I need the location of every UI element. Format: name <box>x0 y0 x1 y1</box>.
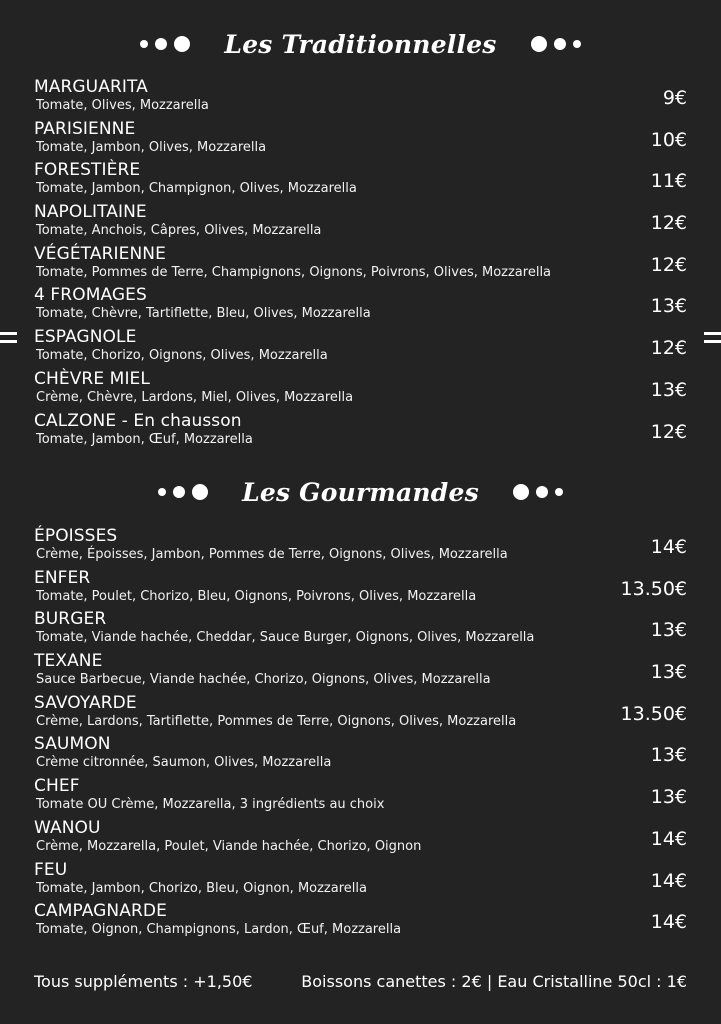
dot-icon <box>173 486 185 498</box>
item-price: 10€ <box>650 128 687 151</box>
item-description: Tomate, Jambon, Olives, Mozzarella <box>36 139 267 155</box>
item-price: 12€ <box>650 337 687 360</box>
menu-item <box>34 411 687 453</box>
item-description: Tomate, Viande hachée, Cheddar, Sauce Burger, Oignons, Olives, Mozzarella <box>36 630 535 646</box>
item-name: CALZONE - En chausson <box>34 410 242 431</box>
dot-icon <box>531 36 547 52</box>
dot-icon <box>140 40 148 48</box>
item-description: Tomate, Chèvre, Tartiflette, Bleu, Olives, Mozzarella <box>36 306 371 322</box>
item-description: Crème, Chèvre, Lardons, Miel, Olives, Mozzarella <box>36 389 354 405</box>
item-name: TEXANE <box>34 651 103 672</box>
section-title: Les Gourmandes <box>242 477 479 507</box>
menu-item <box>34 285 687 327</box>
item-name: PARISIENNE <box>34 118 136 139</box>
decorative-dots-left <box>158 484 208 500</box>
drinks-note: Boissons canettes : 2€ | Eau Cristalline 50cl : 1€ <box>301 972 687 991</box>
section-header-gourmandes <box>0 472 721 512</box>
menu-list-gourmandes <box>34 526 687 943</box>
item-price: 13€ <box>650 661 687 684</box>
side-equals-right-icon <box>704 332 721 348</box>
item-name: CHÈVRE MIEL <box>34 368 150 389</box>
item-description: Sauce Barbecue, Viande hachée, Chorizo, Oignons, Olives, Mozzarella <box>36 672 491 688</box>
menu-list-traditionnelles <box>34 77 687 452</box>
menu-item <box>34 244 687 286</box>
item-description: Tomate, Anchois, Câpres, Olives, Mozzarella <box>36 223 322 239</box>
item-price: 13€ <box>650 786 687 809</box>
item-description: Tomate, Olives, Mozzarella <box>36 98 209 113</box>
footer <box>34 972 687 992</box>
item-name: ÉPOISSES <box>34 526 118 546</box>
item-name: SAVOYARDE <box>34 692 137 713</box>
item-name: FEU <box>34 859 68 880</box>
item-price: 13€ <box>650 619 687 642</box>
dot-icon <box>536 486 548 498</box>
dot-icon <box>555 488 563 496</box>
item-name: SAUMON <box>34 734 111 755</box>
item-name: CAMPAGNARDE <box>34 901 167 922</box>
menu-item <box>34 651 687 693</box>
menu-item <box>34 202 687 244</box>
item-price: 13€ <box>650 744 687 767</box>
item-description: Tomate, Jambon, Œuf, Mozzarella <box>36 431 253 447</box>
item-price: 13€ <box>650 295 687 318</box>
decorative-dots-left <box>140 36 190 52</box>
item-price: 13.50€ <box>620 702 687 725</box>
decorative-dots-right <box>513 484 563 500</box>
item-name: FORESTIÈRE <box>34 160 141 181</box>
item-price: 11€ <box>650 170 687 193</box>
item-name: VÉGÉTARIENNE <box>34 243 166 264</box>
dot-icon <box>573 40 581 48</box>
menu-item <box>34 776 687 818</box>
dot-icon <box>513 484 529 500</box>
dot-icon <box>554 38 566 50</box>
item-name: 4 FROMAGES <box>34 285 147 306</box>
menu-item <box>34 526 687 568</box>
item-description: Tomate, Jambon, Chorizo, Bleu, Oignon, Mozzarella <box>36 880 367 896</box>
item-description: Tomate, Jambon, Champignon, Olives, Mozzarella <box>36 181 357 197</box>
item-description: Tomate, Chorizo, Oignons, Olives, Mozzarella <box>36 348 328 364</box>
menu-item <box>34 693 687 735</box>
item-price: 12€ <box>650 420 687 443</box>
menu-item <box>34 119 687 161</box>
item-name: ENFER <box>34 567 91 588</box>
item-price: 9€ <box>662 87 687 109</box>
item-description: Tomate, Poulet, Chorizo, Bleu, Oignons, Poivrons, Olives, Mozzarella <box>36 588 477 604</box>
item-description: Crème citronnée, Saumon, Olives, Mozzarella <box>36 755 332 771</box>
menu-item <box>34 77 687 119</box>
dot-icon <box>158 488 166 496</box>
item-name: WANOU <box>34 817 101 838</box>
menu-item <box>34 860 687 902</box>
menu-item <box>34 901 687 943</box>
menu-item <box>34 818 687 860</box>
decorative-dots-right <box>531 36 581 52</box>
item-price: 14€ <box>650 911 687 934</box>
item-name: MARGUARITA <box>34 77 148 97</box>
item-description: Crème, Lardons, Tartiflette, Pommes de Terre, Oignons, Olives, Mozzarella <box>36 713 517 729</box>
item-description: Crème, Mozzarella, Poulet, Viande hachée, Chorizo, Oignon <box>36 838 422 854</box>
section-header-traditionnelles <box>0 24 721 64</box>
item-price: 14€ <box>650 827 687 850</box>
item-description: Tomate OU Crème, Mozzarella, 3 ingrédients au choix <box>36 797 385 813</box>
menu-item <box>34 160 687 202</box>
item-description: Tomate, Oignon, Champignons, Lardon, Œuf, Mozzarella <box>36 922 402 938</box>
item-price: 14€ <box>650 869 687 892</box>
menu-item <box>34 609 687 651</box>
item-price: 12€ <box>650 212 687 235</box>
side-equals-left-icon <box>0 332 17 348</box>
dot-icon <box>174 36 190 52</box>
item-name: BURGER <box>34 609 107 630</box>
item-price: 13.50€ <box>620 577 687 600</box>
item-description: Crème, Époisses, Jambon, Pommes de Terre, Oignons, Olives, Mozzarella <box>36 547 508 562</box>
item-name: ESPAGNOLE <box>34 327 137 348</box>
item-name: CHEF <box>34 776 80 797</box>
item-description: Tomate, Pommes de Terre, Champignons, Oignons, Poivrons, Olives, Mozzarella <box>36 264 552 280</box>
item-price: 13€ <box>650 378 687 401</box>
menu-item <box>34 568 687 610</box>
menu-item <box>34 369 687 411</box>
dot-icon <box>155 38 167 50</box>
section-title: Les Traditionnelles <box>224 29 497 59</box>
item-price: 14€ <box>650 536 687 558</box>
item-name: NAPOLITAINE <box>34 202 147 223</box>
dot-icon <box>192 484 208 500</box>
supplements-note: Tous suppléments : +1,50€ <box>34 972 253 991</box>
item-price: 12€ <box>650 253 687 276</box>
menu-item <box>34 734 687 776</box>
menu-item <box>34 327 687 369</box>
